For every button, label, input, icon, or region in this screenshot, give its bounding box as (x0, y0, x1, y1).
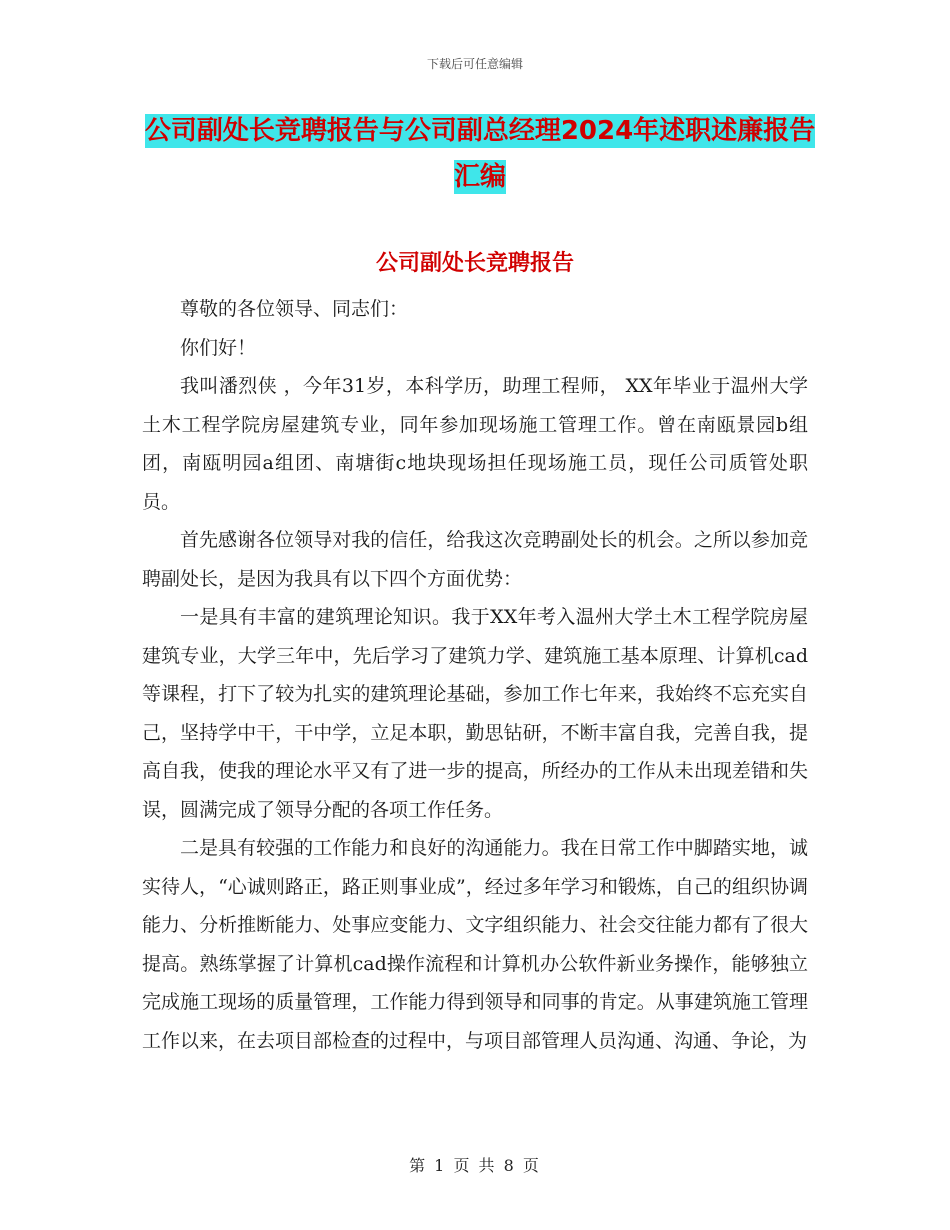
paragraph: 一是具有丰富的建筑理论知识。我于XX年考入温州大学土木工程学院房屋建筑专业，大学三年中，先后学习了建筑力学、建筑施工基本原理、计算机cad等课程，打下了较为扎实的建筑理论基础，参加工作七年来，我始终不忘充实自己，坚持学中干，干中学，立足本职，勤思钻研，不断丰富自我，完善自我，提高自我，使我的理论水平又有了进一步的提高，所经办的工作从未出现差错和失误，圆满完成了领导分配的各项工作任务。 (142, 606, 808, 821)
paragraph: 二是具有较强的工作能力和良好的沟通能力。我在日常工作中脚踏实地，诚实待人，“心诚则路正，路正则事业成”，经过多年学习和锻炼，自己的组织协调能力、分析推断能力、处事应变能力、文字组织能力、社会交往能力都有了很大提高。熟练掌握了计算机cad操作流程和计算机办公软件新业务操作，能够独立完成施工现场的质量管理，工作能力得到领导和同事的肯定。从事建筑施工管理工作以来，在去项目部检查的过程中，与项目部管理人员沟通、沟通、争论，为 (142, 837, 808, 1052)
paragraph: 你们好！ (180, 336, 257, 359)
section-title: 公司副处长竞聘报告 (375, 251, 574, 276)
document-title (140, 108, 820, 200)
paragraph: 首先感谢各位领导对我的信任，给我这次竞聘副处长的机会。之所以参加竞聘副处长，是因为我具有以下四个方面优势： (142, 529, 808, 590)
paragraph: 我叫潘烈侠 ，今年31岁，本科学历，助理工程师， XX年毕业于温州大学土木工程学院房屋建筑专业，同年参加现场施工管理工作。曾在南瓯景园b组团，南瓯明园a组团、南塘街c地块现场担任现场施工员，现任公司质管处职员。 (142, 375, 808, 513)
header-note: 下载后可任意编辑 (426, 57, 523, 71)
paragraph: 尊敬的各位领导、同志们： (180, 298, 409, 320)
document-title-text: 公司副处长竞聘报告与公司副总经理2024年述职述廉报告汇编 (144, 116, 816, 192)
body-text (142, 290, 808, 1060)
page-footer: 第 1 页 共 8 页 (409, 1156, 541, 1175)
